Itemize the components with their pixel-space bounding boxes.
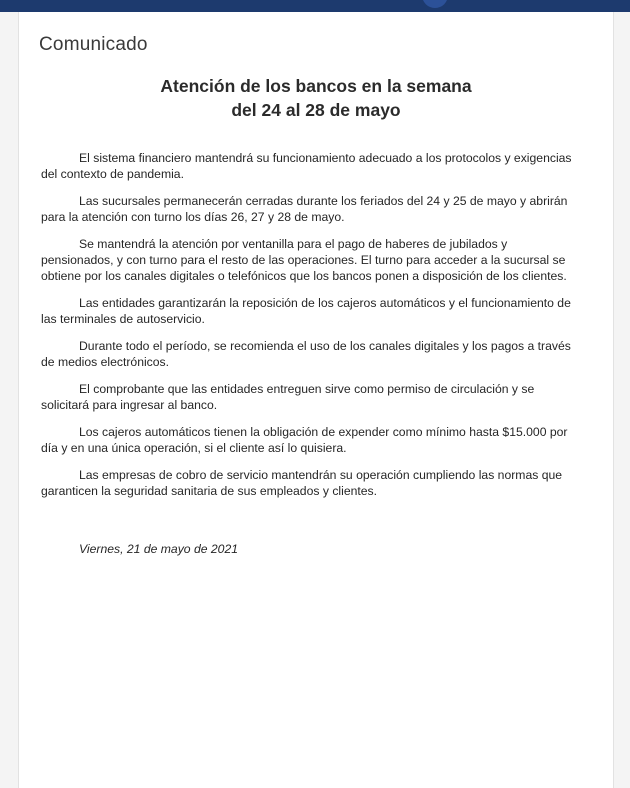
document-date: Viernes, 21 de mayo de 2021 [79,542,239,556]
document-type-label: Comunicado [39,34,148,55]
paragraph: Las sucursales permanecerán cerradas durante los feriados del 24 y 25 de mayo y abrirán para la atención con turno los días 26, 27 y 28 de mayo. [41,194,568,224]
document-title [19,74,613,122]
title-line-2: del 24 al 28 de mayo [231,100,401,120]
paragraph: El sistema financiero mantendrá su funcionamiento adecuado a los protocolos y exigencias del contexto de pandemia. [41,151,572,181]
paragraph: Las entidades garantizarán la reposición de los cajeros automáticos y el funcionamiento de las terminales de autoservicio. [41,296,571,326]
paragraph: Las empresas de cobro de servicio mantendrán su operación cumpliendo las normas que garanticen la seguridad sanitaria de sus empleados y clientes. [41,468,563,498]
paragraph: Se mantendrá la atención por ventanilla para el pago de haberes de jubilados y pensionados, y con turno para el resto de las operaciones. El turno para acceder a la sucursal se obtiene por los canales digitales o telefónicos que los bancos ponen a disposición de los clientes. [41,237,567,283]
paragraph: El comprobante que las entidades entreguen sirve como permiso de circulación y se solicitará para ingresar al banco. [41,382,535,412]
logo-emblem-icon [422,0,448,8]
title-line-1: Atención de los bancos en la semana [160,76,472,96]
document-body [41,150,581,510]
document-sheet [18,12,614,788]
paragraph: Los cajeros automáticos tienen la obligación de expender como mínimo hasta $15.000 por día y en una única operación, si el cliente así lo quisiera. [41,425,568,455]
paragraph: Durante todo el período, se recomienda el uso de los canales digitales y los pagos a través de medios electrónicos. [41,339,571,369]
header-band [0,0,630,12]
